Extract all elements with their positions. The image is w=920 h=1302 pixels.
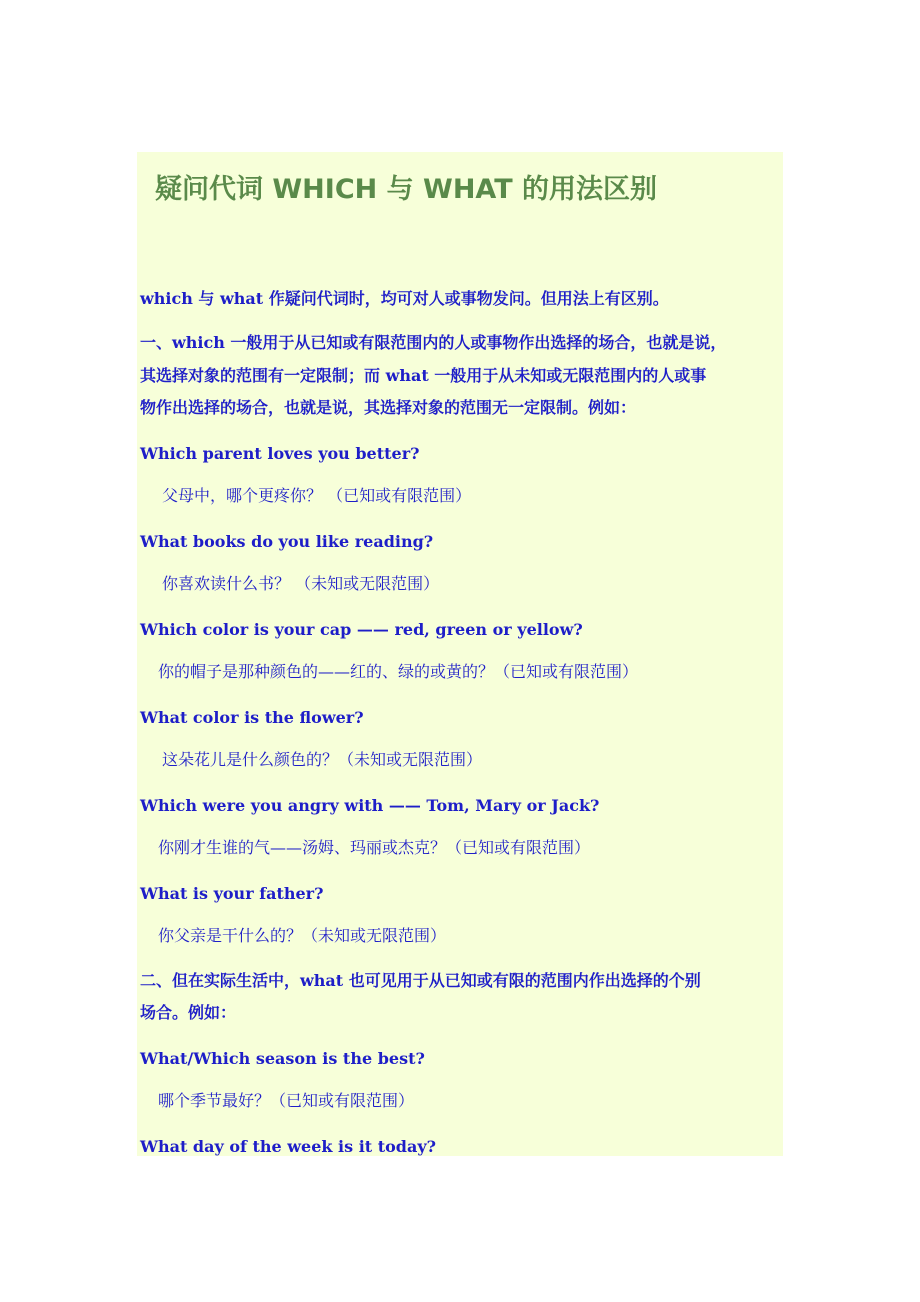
example-chinese: 父母中，哪个更疼你？ （已知或有限范围） <box>162 486 472 505</box>
example-chinese: 哪个季节最好？（已知或有限范围） <box>158 1091 415 1110</box>
example-english: What/Which season is the best? <box>140 1049 425 1068</box>
rule1-line: 物作出选择的场合，也就是说，其选择对象的范围无一定限制。例如： <box>140 398 637 417</box>
example-chinese: 你喜欢读什么书？ （未知或无限范围） <box>162 574 440 593</box>
document-title: 疑问代词 WHICH 与 WHAT 的用法区别 <box>155 174 658 205</box>
intro-text: which 与 what 作疑问代词时，均可对人或事物发问。但用法上有区别。 <box>140 289 669 308</box>
example-english: Which color is your cap —— red, green or yellow? <box>140 620 583 639</box>
example-chinese: 这朵花儿是什么颜色的？（未知或无限范围） <box>162 750 483 769</box>
example-chinese: 你刚才生谁的气——汤姆、玛丽或杰克？（已知或有限范围） <box>158 838 591 857</box>
example-chinese: 你父亲是干什么的？（未知或无限范围） <box>158 926 447 945</box>
rule1-line: 其选择对象的范围有一定限制；而 what 一般用于从未知或无限范围内的人或事 <box>140 366 707 385</box>
rule1-line: 一、which 一般用于从已知或有限范围内的人或事物作出选择的场合，也就是说， <box>140 333 727 352</box>
example-english: Which were you angry with —— Tom, Mary or Jack? <box>140 796 600 815</box>
rule2-line: 二、但在实际生活中，what 也可见用于从已知或有限的范围内作出选择的个别 <box>140 971 701 990</box>
rule2-line: 场合。例如： <box>140 1003 237 1022</box>
example-english: What books do you like reading? <box>140 532 434 551</box>
example-english: What color is the flower? <box>140 708 364 727</box>
example-chinese: 你的帽子是那种颜色的——红的、绿的或黄的？（已知或有限范围） <box>158 662 639 681</box>
example-english: Which parent loves you better? <box>140 444 420 463</box>
example-english: What is your father? <box>140 884 324 903</box>
example-english: What day of the week is it today? <box>140 1137 437 1156</box>
